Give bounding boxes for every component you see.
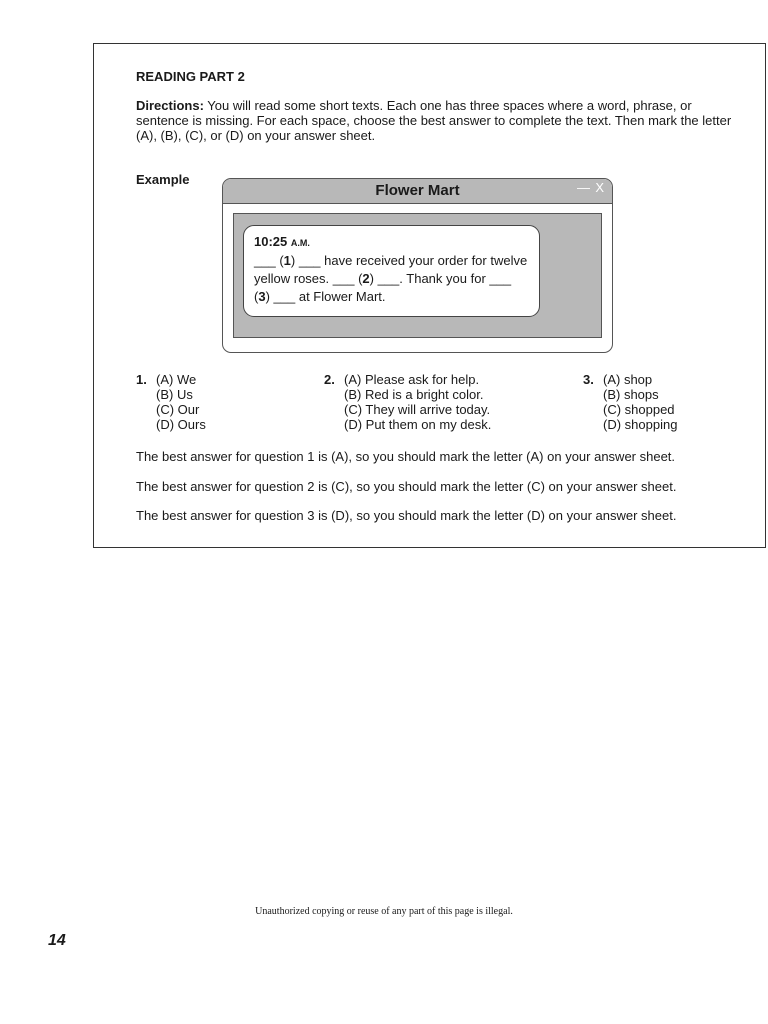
- option-c: (C) They will arrive today.: [344, 402, 491, 417]
- question-number: 3.: [583, 372, 594, 387]
- option-c: (C) Our: [156, 402, 200, 417]
- window-title: Flower Mart: [375, 182, 460, 199]
- question-number: 1.: [136, 372, 147, 387]
- option-a: (A) shop: [603, 372, 653, 387]
- example-label: Example: [136, 172, 190, 187]
- directions-label: Directions:: [136, 98, 204, 113]
- option-a: (A) Please ask for help.: [344, 372, 480, 387]
- message-timestamp: 10:25 A.M.: [254, 234, 310, 249]
- example-window: [222, 178, 613, 353]
- answer-explanation-3: The best answer for question 3 is (D), so you should mark the letter (D) on your answer sheet.: [136, 508, 677, 523]
- blank-number-3: 3: [258, 289, 266, 304]
- question-3: [583, 372, 677, 432]
- option-b: (B) Red is a bright color.: [344, 387, 484, 402]
- reading-part-box: [93, 43, 766, 548]
- copyright-footer: Unauthorized copying or reuse of any part of this page is illegal.: [255, 906, 513, 917]
- option-c: (C) shopped: [603, 402, 675, 417]
- minimize-icon: —: [577, 180, 590, 195]
- option-d: (D) Ours: [156, 417, 206, 432]
- option-d: (D) shopping: [603, 417, 678, 432]
- section-title: READING PART 2: [136, 69, 245, 84]
- question-number: 2.: [324, 372, 335, 387]
- directions: [136, 98, 736, 143]
- close-icon: X: [595, 180, 604, 195]
- blank-number-2: 2: [362, 271, 370, 286]
- option-a: (A) We: [156, 372, 197, 387]
- answer-explanation-2: The best answer for question 2 is (C), so you should mark the letter (C) on your answer sheet.: [136, 479, 677, 494]
- question-2: [324, 372, 491, 432]
- message-bubble: [243, 225, 540, 317]
- page-number: 14: [48, 932, 66, 949]
- option-b: (B) shops: [603, 387, 659, 402]
- option-b: (B) Us: [156, 387, 193, 402]
- message-text: ___ (1) ___ have received your order for twelve yellow roses. ___ (2) ___. Thank you for ___ (3) ___ at Flower Mart.: [254, 253, 528, 304]
- blank-number-1: 1: [283, 253, 291, 268]
- option-d: (D) Put them on my desk.: [344, 417, 492, 432]
- answer-explanation-1: The best answer for question 1 is (A), so you should mark the letter (A) on your answer sheet.: [136, 449, 676, 464]
- question-1: [136, 372, 206, 432]
- window-titlebar: [223, 179, 612, 204]
- directions-text: You will read some short texts. Each one has three spaces where a word, phrase, or sentence is missing. For each space, choose the best answer to complete the text. Then mark the letter (A), (B), (C), or (D) on your answer sheet.: [136, 98, 732, 143]
- message-panel: [233, 213, 602, 338]
